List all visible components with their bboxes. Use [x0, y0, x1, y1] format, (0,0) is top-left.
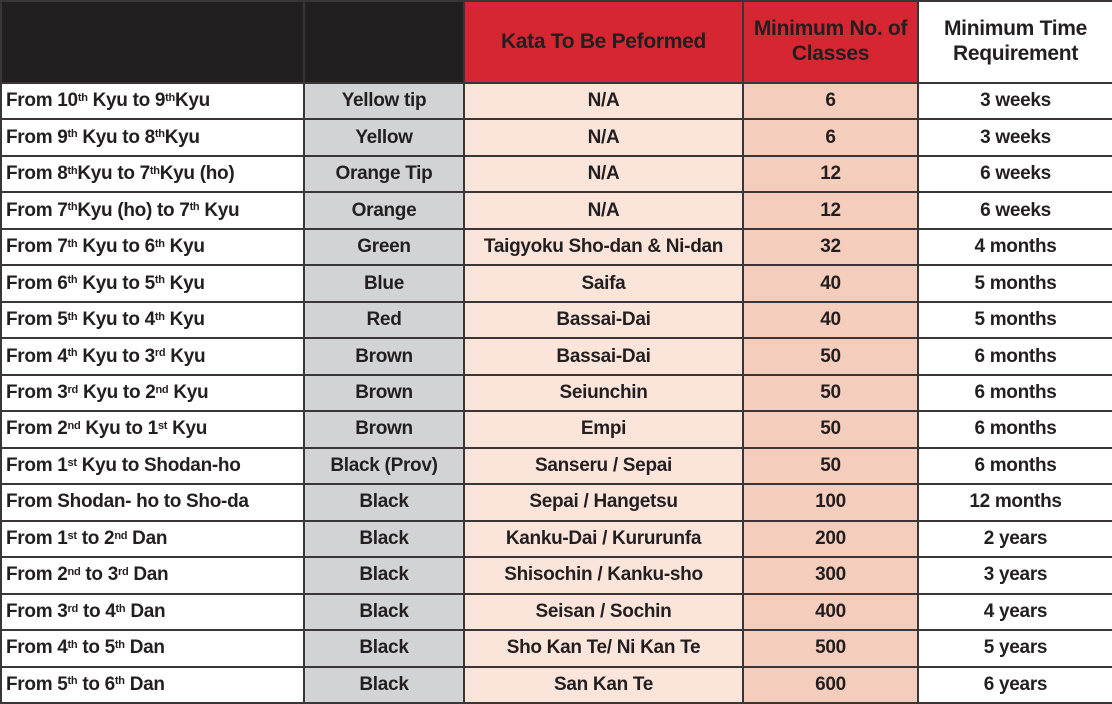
kata-cell: San Kan Te: [464, 667, 743, 704]
min-classes-cell: 50: [743, 448, 918, 484]
grade-level-cell: From 2nd Kyu to 1st Kyu: [1, 411, 304, 447]
min-time-cell: 5 months: [918, 302, 1112, 338]
min-time-cell: 5 months: [918, 265, 1112, 301]
belt-cell: Yellow: [304, 119, 464, 155]
kata-cell: Bassai-Dai: [464, 338, 743, 374]
grade-level-cell: From 8thKyu to 7thKyu (ho): [1, 156, 304, 192]
table-row: [1, 557, 1112, 593]
kata-cell: N/A: [464, 119, 743, 155]
belt-cell: Orange: [304, 192, 464, 228]
min-classes-cell: 600: [743, 667, 918, 704]
min-classes-cell: 12: [743, 156, 918, 192]
grade-level-cell: From 2nd to 3rd Dan: [1, 557, 304, 593]
table-row: [1, 521, 1112, 557]
grade-level-cell: From 7thKyu (ho) to 7th Kyu: [1, 192, 304, 228]
min-classes-cell: 40: [743, 265, 918, 301]
min-time-cell: 6 months: [918, 411, 1112, 447]
header-belt: Belt: [304, 1, 464, 83]
kata-cell: Kanku-Dai / Kururunfa: [464, 521, 743, 557]
kata-cell: N/A: [464, 83, 743, 119]
header-row: [1, 1, 1112, 83]
table-row: [1, 630, 1112, 666]
grade-level-cell: From 4th to 5th Dan: [1, 630, 304, 666]
kata-cell: N/A: [464, 156, 743, 192]
belt-cell: Brown: [304, 411, 464, 447]
belt-cell: Brown: [304, 375, 464, 411]
min-classes-cell: 12: [743, 192, 918, 228]
min-time-cell: 12 months: [918, 484, 1112, 520]
belt-cell: Red: [304, 302, 464, 338]
min-time-cell: 6 weeks: [918, 192, 1112, 228]
min-classes-cell: 6: [743, 83, 918, 119]
table-row: [1, 411, 1112, 447]
kata-cell: Shisochin / Kanku-sho: [464, 557, 743, 593]
table-row: [1, 229, 1112, 265]
kata-cell: Taigyoku Sho-dan & Ni-dan: [464, 229, 743, 265]
min-time-cell: 2 years: [918, 521, 1112, 557]
min-time-cell: 5 years: [918, 630, 1112, 666]
grade-level-cell: From 9th Kyu to 8thKyu: [1, 119, 304, 155]
min-time-cell: 6 months: [918, 338, 1112, 374]
kata-cell: Saifa: [464, 265, 743, 301]
min-classes-cell: 50: [743, 375, 918, 411]
grade-level-cell: From Shodan- ho to Sho-da: [1, 484, 304, 520]
table-row: [1, 302, 1112, 338]
header-min-classes: Minimum No. of Classes: [743, 1, 918, 83]
grade-level-cell: From 4th Kyu to 3rd Kyu: [1, 338, 304, 374]
kata-cell: Seiunchin: [464, 375, 743, 411]
min-classes-cell: 300: [743, 557, 918, 593]
grade-level-cell: From 1st to 2nd Dan: [1, 521, 304, 557]
min-time-cell: 4 months: [918, 229, 1112, 265]
grade-level-cell: From 3rd Kyu to 2nd Kyu: [1, 375, 304, 411]
belt-cell: Green: [304, 229, 464, 265]
kata-cell: Sepai / Hangetsu: [464, 484, 743, 520]
belt-cell: Black: [304, 630, 464, 666]
min-classes-cell: 40: [743, 302, 918, 338]
min-time-cell: 6 months: [918, 375, 1112, 411]
belt-cell: Yellow tip: [304, 83, 464, 119]
min-time-cell: 6 weeks: [918, 156, 1112, 192]
min-classes-cell: 32: [743, 229, 918, 265]
header-min-time: Minimum Time Requirement: [918, 1, 1112, 83]
table-row: [1, 667, 1112, 704]
grade-level-cell: From 7th Kyu to 6th Kyu: [1, 229, 304, 265]
belt-cell: Black: [304, 557, 464, 593]
table-row: [1, 448, 1112, 484]
min-time-cell: 4 years: [918, 594, 1112, 630]
table-row: [1, 375, 1112, 411]
kata-cell: N/A: [464, 192, 743, 228]
kata-cell: Sho Kan Te/ Ni Kan Te: [464, 630, 743, 666]
table-row: [1, 338, 1112, 374]
belt-cell: Black: [304, 594, 464, 630]
grade-level-cell: From 10th Kyu to 9thKyu: [1, 83, 304, 119]
table-body: [1, 83, 1112, 703]
belt-cell: Brown: [304, 338, 464, 374]
belt-cell: Blue: [304, 265, 464, 301]
kata-cell: Seisan / Sochin: [464, 594, 743, 630]
table-row: [1, 265, 1112, 301]
grade-level-cell: From 5th Kyu to 4th Kyu: [1, 302, 304, 338]
table-header: [1, 1, 1112, 83]
grade-level-cell: From 5th to 6th Dan: [1, 667, 304, 704]
grade-level-cell: From 1st Kyu to Shodan-ho: [1, 448, 304, 484]
grade-level-cell: From 3rd to 4th Dan: [1, 594, 304, 630]
table-row: [1, 83, 1112, 119]
belt-cell: Black (Prov): [304, 448, 464, 484]
belt-cell: Black: [304, 667, 464, 704]
kata-cell: Bassai-Dai: [464, 302, 743, 338]
table-row: [1, 156, 1112, 192]
min-time-cell: 6 months: [918, 448, 1112, 484]
min-classes-cell: 100: [743, 484, 918, 520]
min-classes-cell: 200: [743, 521, 918, 557]
table-row: [1, 594, 1112, 630]
min-time-cell: 3 weeks: [918, 83, 1112, 119]
kata-cell: Sanseru / Sepai: [464, 448, 743, 484]
table-row: [1, 484, 1112, 520]
min-classes-cell: 6: [743, 119, 918, 155]
belt-cell: Black: [304, 484, 464, 520]
grade-level-cell: From 6th Kyu to 5th Kyu: [1, 265, 304, 301]
header-grade-level: Grade Level: [1, 1, 304, 83]
belt-cell: Black: [304, 521, 464, 557]
min-classes-cell: 50: [743, 338, 918, 374]
min-classes-cell: 50: [743, 411, 918, 447]
min-time-cell: 6 years: [918, 667, 1112, 704]
header-kata: Kata To Be Peformed: [464, 1, 743, 83]
table-row: [1, 119, 1112, 155]
min-time-cell: 3 years: [918, 557, 1112, 593]
min-time-cell: 3 weeks: [918, 119, 1112, 155]
belt-cell: Orange Tip: [304, 156, 464, 192]
min-classes-cell: 500: [743, 630, 918, 666]
table-row: [1, 192, 1112, 228]
kata-cell: Empi: [464, 411, 743, 447]
min-classes-cell: 400: [743, 594, 918, 630]
